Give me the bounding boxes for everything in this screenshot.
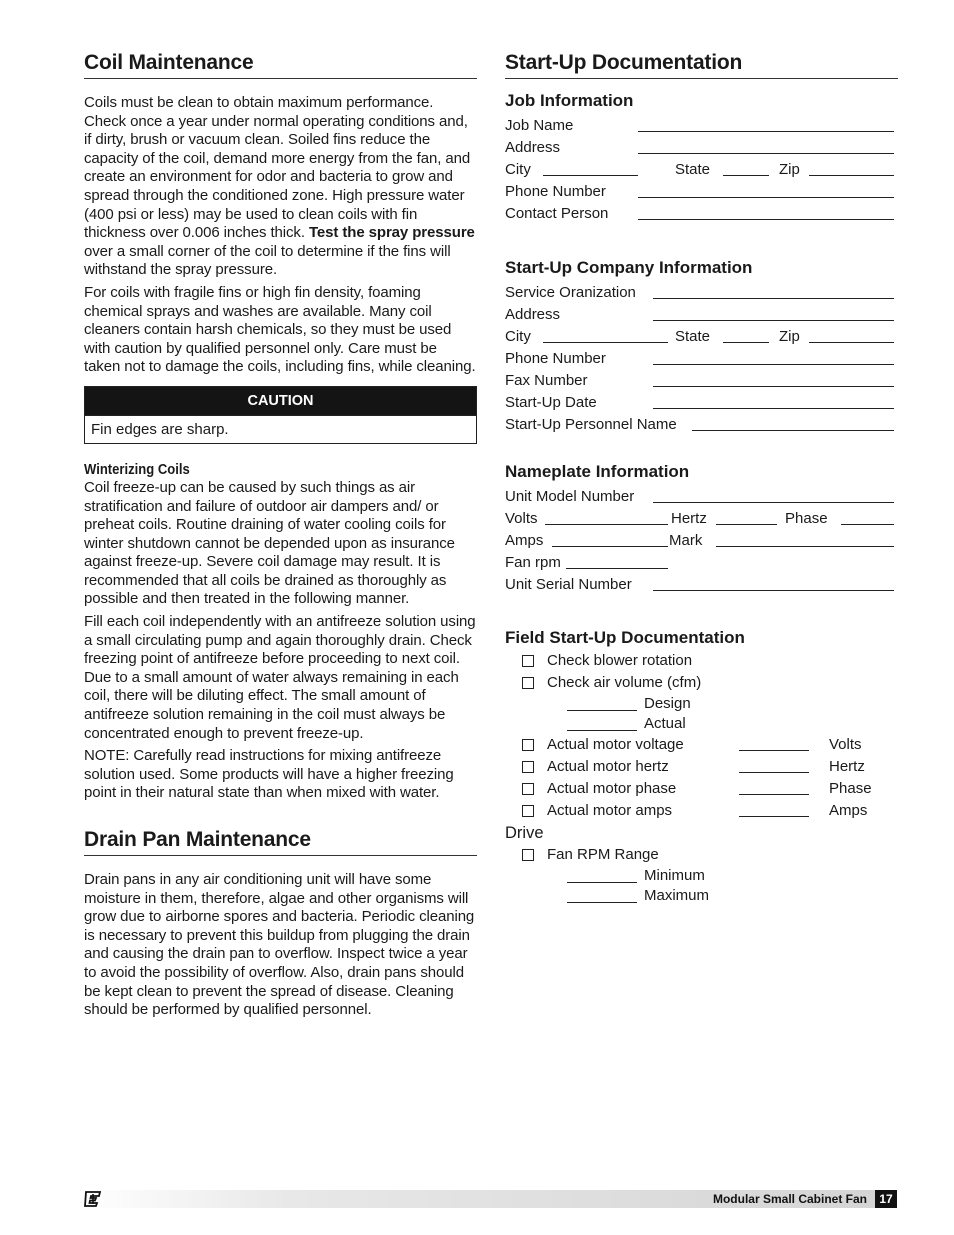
phase-label: Phase: [785, 510, 828, 527]
air-volume-label: Check air volume (cfm): [547, 674, 702, 691]
motor-phase-label: Actual motor phase: [547, 780, 677, 797]
company-zip-field[interactable]: [809, 326, 894, 343]
drain-pan-heading: Drain Pan Maintenance: [84, 827, 477, 856]
job-name-label: Job Name: [505, 117, 574, 134]
coil-p1-text: Coils must be clean to obtain maximum performance. Check once a year under normal operating conditions and, if dirty, brush or vacuum clean. Soiled fins reduce the capacity of the coil, demand more energy from the fan, and create an environment for odor and bacteria to grow and spread through the conditioned zone. High pressure water (400 psi or less) may be used to clean coils with fin thickness over 0.006 inches thick.: [84, 94, 471, 242]
winter-paragraph-2: Fill each coil independently with an antifreeze solution using a small circulating pump and again thoroughly drain. Check freezing point of antifreeze before proceeding to next coil. Due to a small amount of water always remaining in each coil, there will be diluting effect. The small amount of antifreeze solution remaining in the coil must always be concentrated enough to prevent freeze-up.: [84, 613, 476, 742]
caution-box: [84, 386, 477, 444]
job-contact-label: Contact Person: [505, 205, 609, 222]
blower-row: [505, 650, 898, 672]
maximum-field[interactable]: [567, 886, 637, 903]
company-state-label: State: [675, 328, 711, 345]
motor-voltage-field[interactable]: [739, 734, 809, 751]
design-label: Design: [644, 695, 691, 712]
maximum-row: [505, 886, 898, 906]
coil-paragraph-1: [84, 94, 477, 280]
service-org-field[interactable]: [653, 282, 894, 299]
personnel-field[interactable]: [692, 414, 894, 431]
fan-rpm-range-label: Fan RPM Range: [547, 846, 659, 863]
minimum-label: Minimum: [644, 867, 705, 884]
job-name-field[interactable]: [638, 115, 894, 132]
volts-field[interactable]: [545, 508, 668, 525]
company-phone-label: Phone Number: [505, 350, 606, 367]
model-label: Unit Model Number: [505, 488, 635, 505]
minimum-row: [505, 866, 898, 886]
fan-rpm-row: [505, 552, 898, 574]
coil-p1-text-end: over a small corner of the coil to determine if the fins will withstand the spray pressure.: [84, 242, 451, 279]
startup-heading: Start-Up Documentation: [505, 50, 898, 79]
company-address-label: Address: [505, 306, 561, 323]
volts-unit-label: Volts: [829, 736, 862, 753]
actual-row: [505, 714, 898, 734]
company-address-row: [505, 304, 898, 326]
actual-field[interactable]: [567, 714, 637, 731]
motor-amps-label: Actual motor amps: [547, 802, 673, 819]
page-number: 17: [875, 1190, 897, 1208]
job-address-label: Address: [505, 139, 561, 156]
job-city-label: City: [505, 161, 531, 178]
mark-label: Mark: [669, 532, 703, 549]
motor-amps-checkbox[interactable]: [522, 805, 534, 817]
hertz-field[interactable]: [716, 508, 777, 525]
fan-rpm-label: Fan rpm: [505, 554, 561, 571]
blower-checkbox[interactable]: [522, 655, 534, 667]
footer-title: Modular Small Cabinet Fan: [712, 1192, 867, 1206]
hertz-label: Hertz: [671, 510, 707, 527]
right-column: [505, 50, 898, 906]
job-state-label: State: [675, 161, 711, 178]
motor-hertz-checkbox[interactable]: [522, 761, 534, 773]
company-city-field[interactable]: [543, 326, 668, 343]
actual-label: Actual: [644, 715, 686, 732]
amps-label: Amps: [505, 532, 544, 549]
maximum-label: Maximum: [644, 887, 710, 904]
greenheck-logo-icon: [84, 1191, 102, 1207]
company-fax-row: [505, 370, 898, 392]
drain-paragraph: Drain pans in any air conditioning unit will have some moisture in them, therefore, algae and other organisms will grow due to airborne spores and bacteria. Periodic cleaning is necessary to prevent this buildup from plugging the drain and causing the drain pan to overflow. Inspect twice a year to avoid the possibility of overflow. Also, drain pans should be kept clean to prevent the spread of disease. Cleaning should be performed by qualified personnel.: [84, 871, 475, 1019]
phase-unit-label: Phase: [829, 780, 872, 797]
air-volume-row: [505, 672, 898, 694]
job-zip-field[interactable]: [809, 159, 894, 176]
serial-field[interactable]: [653, 574, 894, 591]
job-phone-label: Phone Number: [505, 183, 606, 200]
design-field[interactable]: [567, 694, 637, 711]
motor-phase-row: [505, 778, 898, 800]
job-info-heading: Job Information: [505, 91, 634, 110]
job-zip-label: Zip: [779, 161, 800, 178]
service-org-row: [505, 282, 898, 304]
model-row: [505, 486, 898, 508]
fan-rpm-range-checkbox[interactable]: [522, 849, 534, 861]
winter-note: NOTE: Carefully read instructions for mixing antifreeze solution used. Some products will have a higher freezing point in their natural state than when mixed with water.: [84, 747, 454, 802]
job-address-field[interactable]: [638, 137, 894, 154]
air-volume-checkbox[interactable]: [522, 677, 534, 689]
startup-date-row: [505, 392, 898, 414]
job-phone-field[interactable]: [638, 181, 894, 198]
job-contact-field[interactable]: [638, 203, 894, 220]
company-fax-field[interactable]: [653, 370, 894, 387]
company-fax-label: Fax Number: [505, 372, 588, 389]
startup-date-field[interactable]: [653, 392, 894, 409]
motor-voltage-label: Actual motor voltage: [547, 736, 684, 753]
company-phone-row: [505, 348, 898, 370]
left-column: [84, 50, 477, 1020]
job-state-field[interactable]: [723, 159, 769, 176]
phase-field[interactable]: [841, 508, 894, 525]
motor-voltage-row: [505, 734, 898, 756]
motor-amps-row: [505, 800, 898, 822]
serial-row: [505, 574, 898, 596]
personnel-row: [505, 414, 898, 436]
winterizing-coils-heading: Winterizing Coils: [84, 461, 190, 478]
motor-hertz-row: [505, 756, 898, 778]
motor-phase-field[interactable]: [739, 778, 809, 795]
amps-field[interactable]: [552, 530, 668, 547]
winter-paragraph-1: Coil freeze-up can be caused by such things as air stratification and failure of outdoor air dampers and/ or preheat coils. Routine draining of water cooling coils for winter shutdown cannot be depended upon as insurance against freeze-up. Severe coil damage may result. It is recommended that all coils be drained as thoroughly as possible and then treated in the following manner.: [84, 478, 455, 608]
field-startup-heading: Field Start-Up Documentation: [505, 628, 745, 647]
hertz-unit-label: Hertz: [829, 758, 865, 775]
motor-phase-checkbox[interactable]: [522, 783, 534, 795]
blower-label: Check blower rotation: [547, 652, 693, 669]
amps-row: [505, 530, 898, 552]
motor-amps-field[interactable]: [739, 800, 809, 817]
mark-field[interactable]: [716, 530, 894, 547]
volts-label: Volts: [505, 510, 538, 527]
coil-maintenance-heading: Coil Maintenance: [84, 50, 477, 79]
volts-row: [505, 508, 898, 530]
drive-row: [505, 822, 898, 844]
coil-p1-bold: Test the spray pressure: [308, 224, 475, 242]
service-org-label: Service Oranization: [505, 284, 636, 301]
serial-label: Unit Serial Number: [505, 576, 632, 593]
fan-rpm-field[interactable]: [566, 552, 668, 569]
caution-text: Fin edges are sharp.: [85, 415, 476, 443]
company-address-field[interactable]: [653, 304, 894, 321]
job-contact-row: [505, 203, 898, 225]
company-info-heading: Start-Up Company Information: [505, 258, 753, 277]
design-row: [505, 694, 898, 714]
company-city-label: City: [505, 328, 531, 345]
amps-unit-label: Amps: [829, 802, 868, 819]
footer-bar: [84, 1190, 897, 1208]
motor-voltage-checkbox[interactable]: [522, 739, 534, 751]
company-zip-label: Zip: [779, 328, 800, 345]
personnel-label: Start-Up Personnel Name: [505, 416, 677, 433]
job-city-row: [505, 159, 898, 181]
caution-label: CAUTION: [85, 387, 476, 415]
job-city-field[interactable]: [543, 159, 638, 176]
motor-hertz-field[interactable]: [739, 756, 809, 773]
company-city-row: [505, 326, 898, 348]
job-name-row: [505, 115, 898, 137]
fan-rpm-range-row: [505, 844, 898, 866]
company-state-field[interactable]: [723, 326, 769, 343]
drive-label: Drive: [505, 824, 544, 842]
minimum-field[interactable]: [567, 866, 637, 883]
nameplate-heading: Nameplate Information: [505, 462, 690, 481]
job-phone-row: [505, 181, 898, 203]
startup-date-label: Start-Up Date: [505, 394, 597, 411]
job-address-row: [505, 137, 898, 159]
company-phone-field[interactable]: [653, 348, 894, 365]
model-field[interactable]: [653, 486, 894, 503]
coil-paragraph-2: For coils with fragile fins or high fin density, foaming chemical sprays and washes are available. Many coil cleaners contain harsh chemicals, so they must be used with caution by qualified personnel only. Care must be taken not to damage the coils, including fins, while cleaning.: [84, 283, 476, 376]
motor-hertz-label: Actual motor hertz: [547, 758, 669, 775]
